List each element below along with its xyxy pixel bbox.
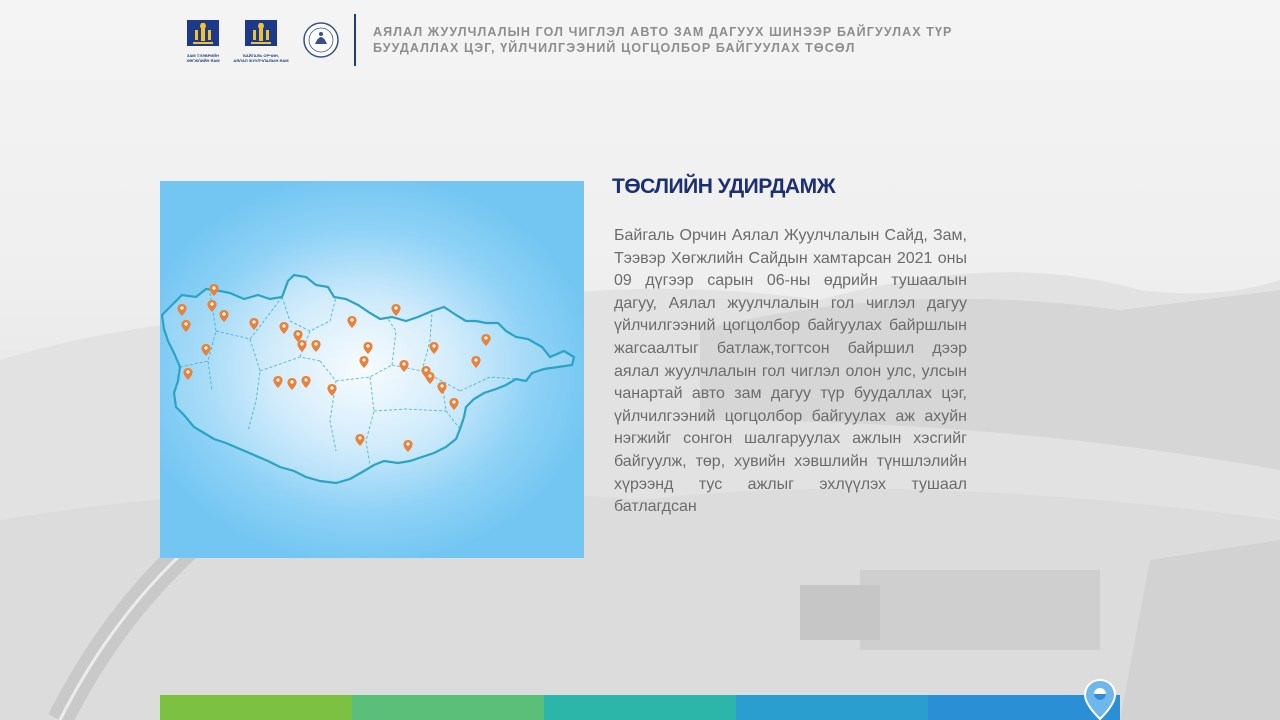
map-pin-icon bbox=[1084, 679, 1116, 720]
bottom-color-bar bbox=[160, 695, 1120, 720]
soyombo-emblem-icon bbox=[182, 18, 224, 48]
header-divider bbox=[354, 14, 356, 66]
project-description: Байгаль Орчин Аялал Жуулчлалын Сайд, Зам, Тээвэр Хөгжлийн Сайдын хамтарсан 2021 оны 09 дүгээр сарын 06-ны өдрийн тушаалын дагуу, Аялал жуулчлалын гол чиглэл дагуу үйлчилгээний цогцолбор байгуулах байршлын жагсаалтыг батлаж,тогтсон байршил дээр аялал жуулчлалын гол чиглэл олон улс, улсын чанартай авто зам дагуу түр буудаллах цэг, үйлчилгээний цогцолбор байгуулах аж ахуйн нэгжийг сонгон шалгаруулах ажлын хэсгийг байгуулж, төр, хувийн хэвшлийн түншлэлийн хүрээнд тус ажлыг эхлүүлэх тушаал батлагдсан bbox=[614, 227, 967, 516]
header bbox=[0, 0, 1280, 80]
mongolia-map bbox=[160, 181, 584, 558]
logo-caption-1b: ХӨГЖЛИЙН ЯАМ bbox=[186, 58, 220, 63]
bar-segment bbox=[352, 695, 544, 720]
section-title: ТӨСЛИЙН УДИРДАМЖ bbox=[612, 175, 836, 198]
environment-ministry-logo bbox=[232, 18, 290, 63]
logo-caption-2b: АЯЛАЛ ЖУУЛЧЛАЛЫН ЯАМ bbox=[233, 58, 289, 63]
bar-segment bbox=[544, 695, 736, 720]
bar-segment bbox=[160, 695, 352, 720]
location-pin-icon bbox=[391, 304, 400, 316]
round-emblem-logo bbox=[302, 20, 340, 65]
road-ministry-logo bbox=[182, 18, 224, 63]
logo-caption-2: БАЙГАЛЬ ОРЧИН, bbox=[243, 53, 279, 58]
logo-caption-1: ЗАМ ТЭЭВРИЙН bbox=[186, 53, 220, 58]
map-panel bbox=[160, 181, 584, 558]
emblem-circle-icon bbox=[302, 20, 340, 60]
bar-segment bbox=[736, 695, 928, 720]
project-title: АЯЛАЛ ЖУУЛЧЛАЛЫН ГОЛ ЧИГЛЭЛ АВТО ЗАМ ДАГУУХ ШИНЭЭР БАЙГУУЛАХ ТҮР БУУДАЛЛАХ ЦЭГ, ҮЙЛЧИЛГЭЭНИЙ ЦОГЦОЛБОР БАЙГУУЛАХ ТӨСӨЛ bbox=[373, 25, 953, 55]
soyombo-emblem-icon bbox=[232, 18, 290, 48]
